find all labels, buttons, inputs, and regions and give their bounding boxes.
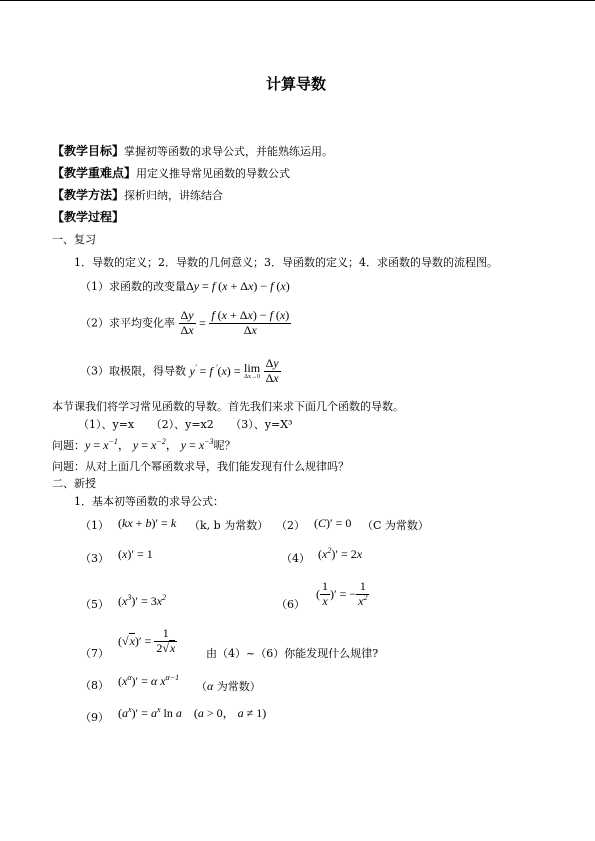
formula-power: $(x^\alpha)' = \alpha$ $x^{\alpha-1}$: [118, 673, 180, 688]
formula-linear: (kx + b)′ = k: [118, 516, 177, 530]
formula-identity: (x)′ = 1: [118, 547, 153, 561]
formula-sqrt: (√x)′ = $\frac{1}{2√x}$: [118, 626, 176, 655]
page-title: 计算导数: [266, 75, 327, 93]
formula-constant: (C)′ = 0: [314, 516, 352, 530]
formula-label-9: （9）: [80, 711, 109, 724]
formula-label-1: （1）: [80, 519, 109, 532]
teaching-method-line: [52, 188, 223, 202]
formula-note-8-close: 为常数）: [213, 680, 261, 693]
review-step-1-text: （1）求函数的改变量: [80, 280, 186, 293]
formula-cube: $(x^3)' = 3x^2$: [118, 593, 167, 608]
teaching-process-line: [52, 210, 124, 224]
teaching-focus-text: 用定义推导常见函数的导数公式: [136, 167, 291, 180]
formula-note-7: 由（4）~（6）你能发现什么规律?: [206, 647, 379, 660]
formula-label-6: （6）: [276, 598, 305, 611]
page-top-border: [0, 0, 595, 1]
new-lesson-item-1: 1．基本初等函数的求导公式：: [74, 495, 224, 508]
formula-reciprocal: ( $\frac{1}{x}$ )′ = − $\frac{1}{x^2}$: [316, 579, 368, 608]
average-rate-fraction: $\frac{\Delta y}{\Delta x}$: [180, 308, 194, 337]
formula-exponential: $(a^x)' = a^x$ ln a (a > 0， a ≠ 1): [118, 705, 267, 720]
power-functions: $y = x^{-1}$， $y = x^{-2}$， $y = x^{-3}$: [85, 437, 214, 452]
review-step-3: [80, 357, 281, 386]
teaching-method-label: 【教学方法】: [52, 188, 125, 202]
formula-note-2: （C 为常数）: [362, 519, 429, 532]
question-2: 问题：从对上面几个幂函数求导，我们能发现有什么规律吗？: [52, 460, 349, 473]
formula-label-2: （2）: [276, 519, 305, 532]
teaching-goal-label: 【教学目标】: [52, 144, 125, 158]
teaching-goal-text: 掌握初等函数的求导公式，并能熟练运用。: [124, 145, 334, 158]
review-intro: 本节课我们将学习常见函数的导数。首先我们来求下面几个函数的导数。: [52, 400, 404, 413]
question-1-suffix: 呢？: [213, 439, 236, 452]
teaching-focus-line: [52, 166, 290, 180]
difference-quotient-fraction: $\frac{f (x + \Delta x) - f (x)}{\Delta x}$: [211, 308, 290, 337]
formula-square: $(x^2)' = 2x$: [318, 546, 363, 561]
limit-fraction: $\frac{\Delta y}{\Delta x}$: [265, 356, 279, 385]
review-step-1: [80, 279, 290, 293]
review-item-1: 1．导数的定义；2．导数的几何意义；3．导函数的定义；4．求函数的导数的流程图。: [74, 256, 498, 269]
formula-note-1: （k, b 为常数）: [189, 519, 269, 532]
question-1-prefix: 问题：: [52, 439, 85, 452]
derivative-limit-formula: y′ = f ′(x) =: [189, 363, 241, 379]
review-step-2: [80, 309, 291, 338]
increment-formula: Δy = f (x + Δx) − f (x): [186, 279, 290, 293]
new-lesson-heading: 二、新授: [52, 477, 96, 490]
formula-label-3: （3）: [80, 552, 109, 565]
review-functions: （1）、y=x （2）、y=x2 （3）、y=X³: [78, 418, 293, 431]
formula-label-8: （8）: [80, 679, 109, 692]
teaching-method-text: 探析归纳，讲练结合: [124, 189, 224, 202]
formula-note-8: [196, 679, 261, 693]
review-step-2-text: （2）求平均变化率: [80, 316, 175, 330]
formula-label-5: （5）: [80, 598, 109, 611]
equals-sign: =: [199, 316, 206, 331]
formula-note-8-open: （: [196, 680, 207, 693]
review-step-3-text: （3）取极限，得导数: [80, 364, 186, 378]
formula-label-7: （7）: [80, 647, 109, 660]
limit-operator: lim Δx→0: [244, 361, 261, 381]
teaching-process-label: 【教学过程】: [52, 210, 125, 224]
alpha-symbol: α: [207, 679, 214, 693]
question-1: [52, 438, 236, 452]
teaching-goal-line: [52, 144, 333, 158]
formula-label-4: （4）: [281, 552, 310, 565]
teaching-focus-label: 【教学重难点】: [52, 166, 137, 180]
review-heading: 一、复习: [52, 233, 96, 246]
